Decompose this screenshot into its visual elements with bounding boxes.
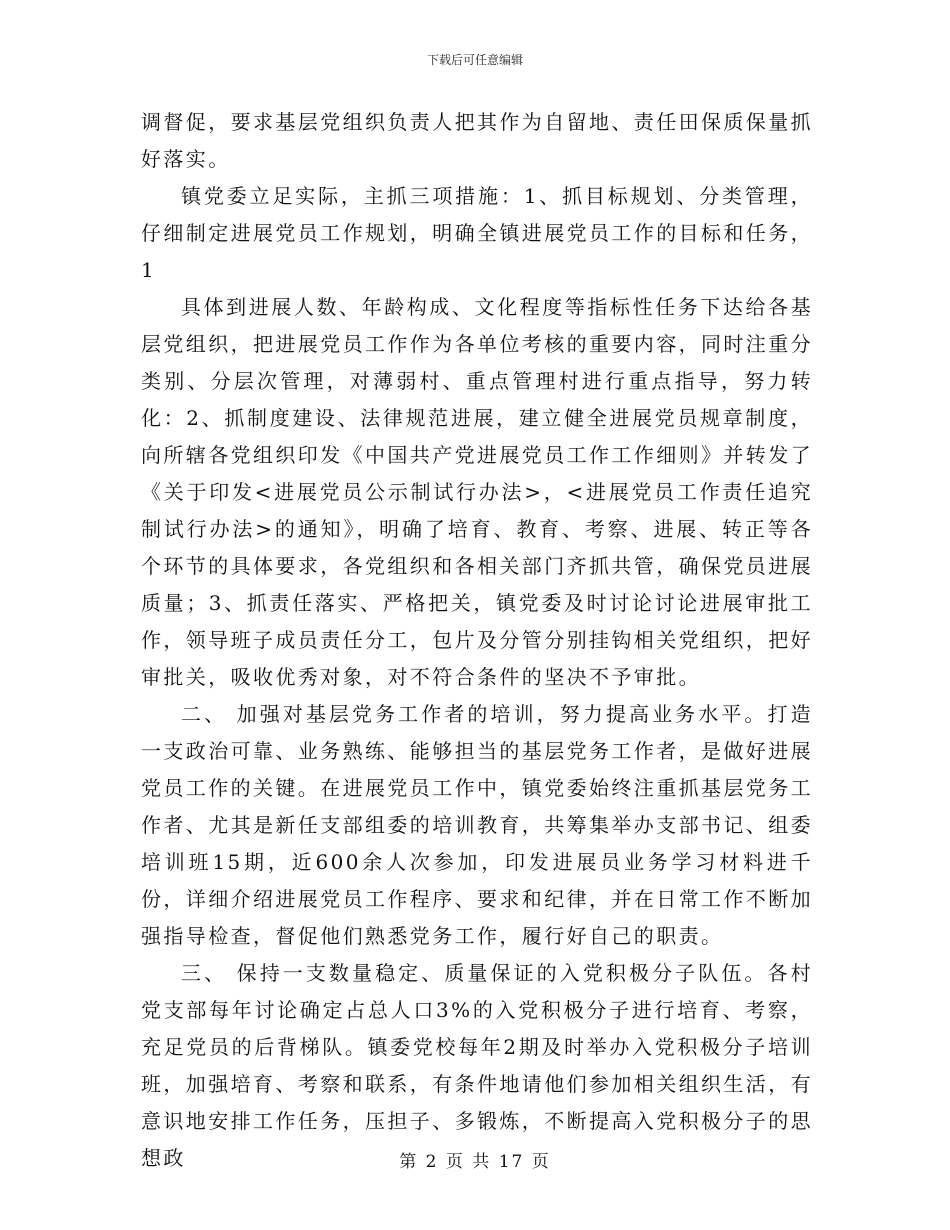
- paragraph-4: 二、 加强对基层党务工作者的培训，努力提高业务水平。打造一支政治可靠、业务熟练、能够担当的基层党务工作者，是做好进展党员工作的关键。在进展党员工作中，镇党委始终注重抓基层党务工作者、尤其是新任支部组委的培训教育，共筹集举办支部书记、组委培训班15期，近600余人次参加，印发进展员业务学习材料进千份，详细介绍进展党员工作程序、要求和纪律，并在日常工作不断加强指导检查，督促他们熟悉党务工作，履行好自己的职责。: [141, 702, 813, 948]
- paragraph-1: 调督促，要求基层党组织负责人把其作为自留地、责任田保质保量抓好落实。: [141, 110, 813, 171]
- page-header-note: 下载后可任意编辑: [426, 53, 523, 67]
- paragraph-2: 镇党委立足实际，主抓三项措施：1、抓目标规划、分类管理，仔细制定进展党员工作规划，明确全镇进展党员工作的目标和任务， 1: [141, 184, 813, 282]
- page-number-footer: 第 2 页 共 17 页: [399, 1152, 551, 1172]
- paragraph-3: 具体到进展人数、年龄构成、文化程度等指标性任务下达给各基层党组织，把进展党员工作作为各单位考核的重要内容，同时注重分类别、分层次管理，对薄弱村、重点管理村进行重点指导，努力转化：2、抓制度建设、法律规范进展，建立健全进展党员规章制度，向所辖各党组织印发《中国共产党进展党员工作工作细则》并转发了《关于印发<进展党员公示制试行办法>，<进展党员工作责任追究制试行办法>的通知》，明确了培育、教育、考察、进展、转正等各个环节的具体要求，各党组织和各相关部门齐抓共管，确保党员进展质量；3、抓责任落实、严格把关，镇党委及时讨论讨论进展审批工作，领导班子成员责任分工，包片及分管分别挂钩相关党组织，把好审批关，吸收优秀对象，对不符合条件的坚决不予审批。: [141, 295, 813, 689]
- document-body: [141, 104, 813, 1177]
- paragraph-5: 三、 保持一支数量稳定、质量保证的入党积极分子队伍。各村党支部每年讨论确定占总人口3%的入党积极分子进行培育、考察，充足党员的后背梯队。镇委党校每年2期及时举办入党积极分子培训班，加强培育、考察和联系，有条件地请他们参加相关组织生活，有意识地安排工作任务，压担子、多锻炼，不断提高入党积极分子的思想政: [141, 961, 813, 1170]
